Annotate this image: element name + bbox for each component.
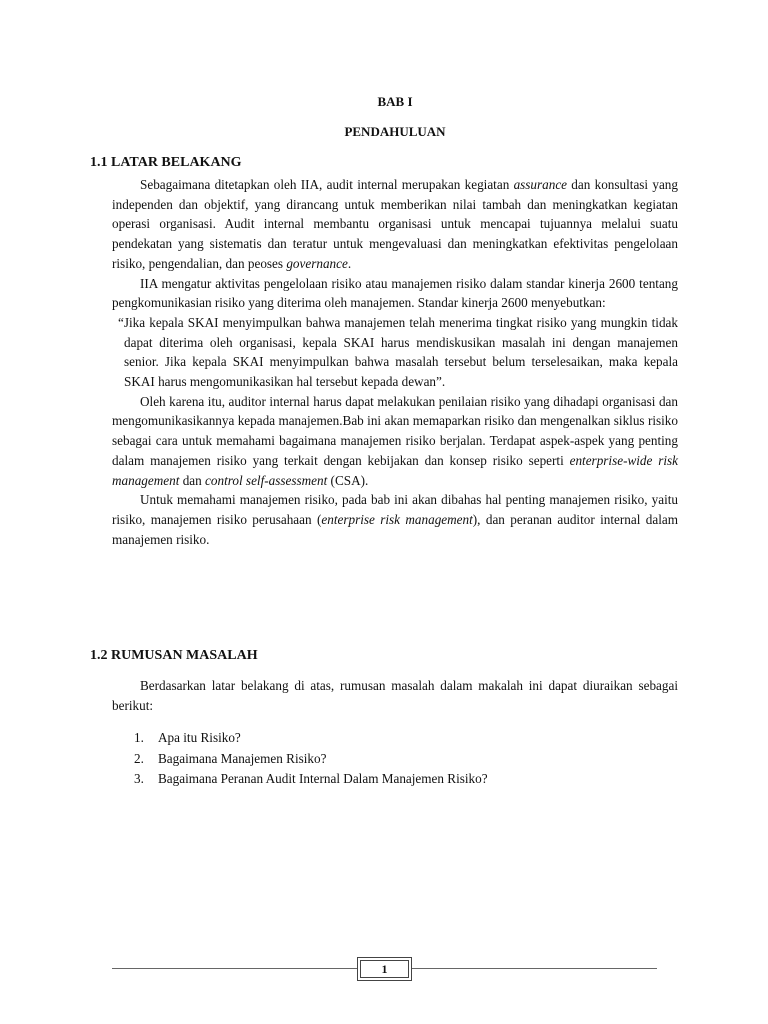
page-number: 1 (357, 957, 412, 981)
paragraph: Untuk memahami manajemen risiko, pada bab ini akan dibahas hal penting manajemen risiko, yaitu risiko, manajemen risiko perusahaan (enterprise risk management), dan peranan auditor internal dalam manajemen risiko. (112, 492, 678, 547)
list-item: 3. Bagaimana Peranan Audit Internal Dalam Manajemen Risiko? (134, 771, 488, 786)
section-body-rumusan-masalah (112, 676, 678, 715)
chapter-subtitle: PENDAHULUAN (344, 124, 446, 139)
section-heading-latar-belakang: 1.1 LATAR BELAKANG (90, 155, 242, 170)
block-quote: “Jika kepala SKAI menyimpulkan bahwa manajemen telah menerima tingkat risiko yang mungkin tidak dapat diterima oleh organisasi, kepala SKAI harus mendiskusikan masalah ini dengan manajemen senior. Jika kepala SKAI menyimpulkan bahwa masalah tersebut belum terselesaikan, maka kepala SKAI harus mengomunikasikan hal tersebut kepada dewan”. (118, 314, 678, 390)
paragraph: IIA mengatur aktivitas pengelolaan risiko atau manajemen risiko dalam standar kinerja 2600 tentang pengkomunikasian risiko yang diterima oleh manajemen. Standar kinerja 2600 menyebutkan: (112, 275, 678, 311)
paragraph: Berdasarkan latar belakang di atas, rumusan masalah dalam makalah ini dapat diuraikan sebagai berikut: (112, 678, 678, 713)
chapter-title: BAB I (377, 94, 413, 109)
problem-list (134, 728, 488, 790)
list-item: 2. Bagaimana Manajemen Risiko? (134, 750, 327, 766)
paragraph: Sebagaimana ditetapkan oleh IIA, audit internal merupakan kegiatan assurance dan konsultasi yang independen dan objektif, yang dirancang untuk memberikan nilai tambah dan meningkatkan kegiatan operasi organisasi. Audit internal membantu organisasi untuk mencapai tujuannya melalui suatu pendekatan yang sistematis dan teratur untuk mengevaluasi dan meningkatkan efektivitas pengelolaan risiko, pengendalian, dan peoses governance. (112, 177, 678, 271)
section-heading-rumusan-masalah: 1.2 RUMUSAN MASALAH (90, 648, 258, 663)
footer-rule-right (412, 968, 657, 969)
footer-rule-left (112, 968, 357, 969)
section-body-latar-belakang (112, 175, 678, 549)
list-item: 1. Apa itu Risiko? (134, 730, 241, 745)
paragraph: Oleh karena itu, auditor internal harus dapat melakukan penilaian risiko yang dihadapi organisasi dan mengomunikasikannya kepada manajemen.Bab ini akan memaparkan risiko dan mengenalkan siklus risiko sebagai cara untuk memahami bagaimana manajemen risiko berjalan. Terdapat aspek-aspek yang penting dalam manajemen risiko yang terkait dengan kebijakan dan konsep risiko seperti enterprise-wide risk management dan control self-assessment (CSA). (112, 393, 678, 488)
document-page (90, 0, 678, 1024)
